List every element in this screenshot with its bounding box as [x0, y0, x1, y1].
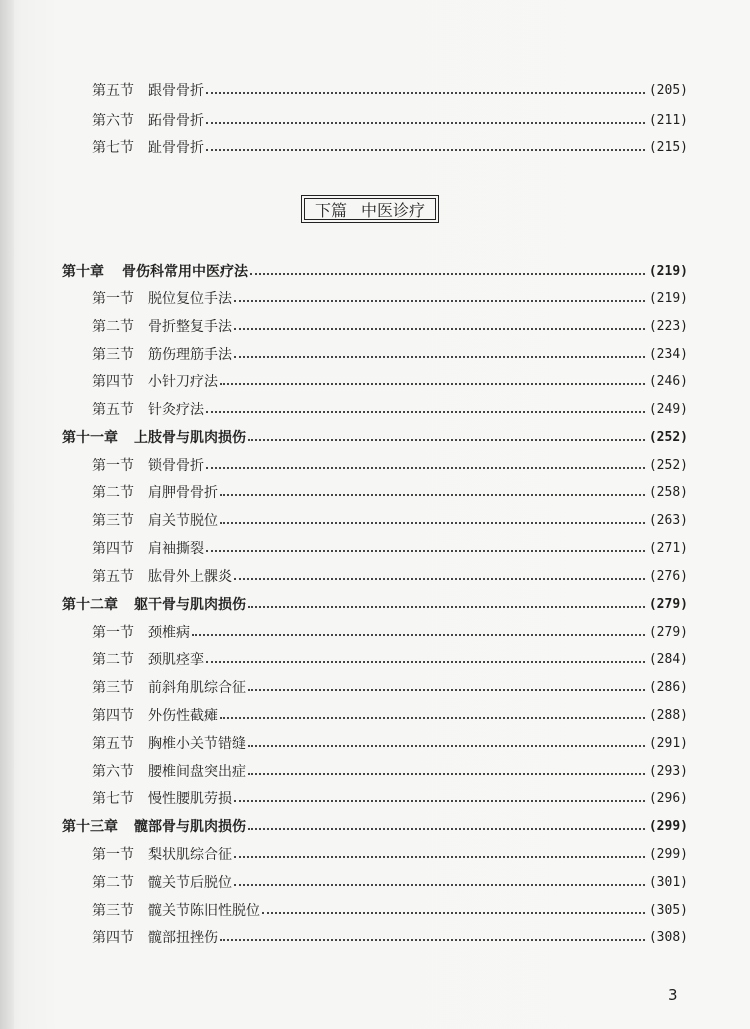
- toc-dot-leader: [206, 92, 645, 94]
- toc-entry-page: (252): [648, 429, 688, 445]
- toc-entry-page: (234): [648, 346, 688, 362]
- toc-entry-label: 第二节: [92, 485, 134, 501]
- toc-section-row: [0, 841, 750, 867]
- toc-entry-label: 第六节: [92, 113, 134, 129]
- toc-entry-title: 肩胛骨骨折: [148, 485, 218, 501]
- toc-dot-leader: [220, 717, 645, 719]
- part-heading-box: [301, 195, 439, 223]
- toc-entry-title: 趾骨骨折: [148, 140, 204, 156]
- toc-entry-title: 跟骨骨折: [148, 83, 204, 99]
- toc-entry-title: 髋部扭挫伤: [148, 930, 218, 946]
- toc-dot-leader: [248, 773, 645, 775]
- toc-entry-label: 第十三章: [62, 819, 118, 835]
- toc-dot-leader: [250, 273, 645, 275]
- toc-entry-title: 腰椎间盘突出症: [148, 764, 246, 780]
- toc-entry-label: 第二节: [92, 652, 134, 668]
- toc-section-row: [0, 313, 750, 339]
- toc-dot-leader: [262, 912, 645, 914]
- toc-dot-leader: [234, 578, 645, 580]
- toc-dot-leader: [220, 939, 645, 941]
- toc-entry-label: 第一节: [92, 625, 134, 641]
- toc-entry-title: 肩袖撕裂: [148, 541, 204, 557]
- toc-entry-page: (291): [648, 735, 688, 751]
- toc-entry-page: (263): [648, 512, 688, 528]
- toc-section-row: [0, 368, 750, 394]
- toc-dot-leader: [206, 467, 645, 469]
- toc-section-row: [0, 646, 750, 672]
- toc-entry-page: (246): [648, 373, 688, 389]
- toc-dot-leader: [192, 634, 645, 636]
- toc-entry-label: 第二节: [92, 875, 134, 891]
- toc-entry-page: (286): [648, 679, 688, 695]
- toc-entry-title: 髋关节陈旧性脱位: [148, 903, 260, 919]
- toc-entry-page: (296): [648, 790, 688, 806]
- toc-entry-page: (219): [648, 290, 688, 306]
- toc-entry-page: (205): [648, 82, 688, 98]
- toc-entry-title: 外伤性截瘫: [148, 708, 218, 724]
- toc-entry-title: 针灸疗法: [148, 402, 204, 418]
- toc-entry-page: (279): [648, 624, 688, 640]
- toc-entry-page: (279): [648, 596, 688, 612]
- toc-section-row: [0, 563, 750, 589]
- toc-chapter-row: [0, 258, 750, 284]
- toc-entry-label: 第五节: [92, 569, 134, 585]
- toc-entry-title: 前斜角肌综合征: [148, 680, 246, 696]
- toc-section-row: [0, 134, 750, 160]
- toc-entry-title: 躯干骨与肌肉损伤: [134, 597, 246, 613]
- toc-dot-leader: [248, 439, 645, 441]
- toc-section-row: [0, 674, 750, 700]
- toc-dot-leader: [206, 550, 645, 552]
- toc-entry-page: (301): [648, 874, 688, 890]
- part-heading-label: 下篇: [314, 200, 347, 220]
- toc-entry-label: 第六节: [92, 764, 134, 780]
- toc-entry-label: 第一节: [92, 291, 134, 307]
- toc-entry-title: 颈椎病: [148, 625, 190, 641]
- toc-section-row: [0, 107, 750, 133]
- toc-entry-title: 脱位复位手法: [148, 291, 232, 307]
- toc-entry-page: (305): [648, 902, 688, 918]
- toc-entry-page: (271): [648, 540, 688, 556]
- toc-entry-label: 第七节: [92, 140, 134, 156]
- page-number: 3: [668, 986, 678, 1004]
- toc-section-row: [0, 869, 750, 895]
- toc-entry-title: 骨伤科常用中医疗法: [122, 264, 248, 280]
- toc-dot-leader: [248, 745, 645, 747]
- toc-chapter-row: [0, 424, 750, 450]
- part-heading-title: 中医诊疗: [361, 200, 426, 220]
- toc-entry-page: (223): [648, 318, 688, 334]
- toc-entry-label: 第五节: [92, 83, 134, 99]
- toc-section-row: [0, 897, 750, 923]
- toc-section-row: [0, 702, 750, 728]
- toc-entry-page: (211): [648, 112, 688, 128]
- toc-entry-label: 第十一章: [62, 430, 118, 446]
- toc-entry-label: 第一节: [92, 458, 134, 474]
- toc-entry-page: (215): [648, 139, 688, 155]
- toc-entry-title: 筋伤理筋手法: [148, 347, 232, 363]
- toc-entry-page: (258): [648, 484, 688, 500]
- toc-dot-leader: [220, 522, 645, 524]
- toc-section-row: [0, 396, 750, 422]
- toc-entry-title: 锁骨骨折: [148, 458, 204, 474]
- toc-dot-leader: [234, 328, 645, 330]
- toc-chapter-row: [0, 591, 750, 617]
- toc-entry-label: 第五节: [92, 736, 134, 752]
- toc-entry-label: 第四节: [92, 374, 134, 390]
- toc-section-row: [0, 619, 750, 645]
- toc-dot-leader: [234, 300, 645, 302]
- toc-section-row: [0, 758, 750, 784]
- toc-entry-label: 第五节: [92, 402, 134, 418]
- toc-entry-label: 第十二章: [62, 597, 118, 613]
- toc-entry-label: 第七节: [92, 791, 134, 807]
- toc-entry-label: 第四节: [92, 541, 134, 557]
- toc-dot-leader: [206, 149, 645, 151]
- toc-entry-title: 梨状肌综合征: [148, 847, 232, 863]
- toc-entry-page: (284): [648, 651, 688, 667]
- toc-section-row: [0, 285, 750, 311]
- toc-entry-label: 第三节: [92, 680, 134, 696]
- toc-section-row: [0, 507, 750, 533]
- toc-dot-leader: [248, 689, 645, 691]
- toc-entry-title: 肱骨外上髁炎: [148, 569, 232, 585]
- toc-dot-leader: [206, 411, 645, 413]
- toc-dot-leader: [248, 606, 645, 608]
- toc-dot-leader: [234, 356, 645, 358]
- toc-section-row: [0, 452, 750, 478]
- toc-entry-title: 跖骨骨折: [148, 113, 204, 129]
- toc-entry-label: 第四节: [92, 930, 134, 946]
- toc-entry-page: (288): [648, 707, 688, 723]
- toc-dot-leader: [206, 661, 645, 663]
- toc-dot-leader: [220, 383, 645, 385]
- toc-section-row: [0, 730, 750, 756]
- toc-entry-page: (252): [648, 457, 688, 473]
- toc-section-row: [0, 77, 750, 103]
- toc-dot-leader: [248, 828, 645, 830]
- toc-dot-leader: [234, 856, 645, 858]
- toc-entry-label: 第二节: [92, 319, 134, 335]
- toc-entry-label: 第十章: [62, 264, 104, 280]
- toc-entry-label: 第三节: [92, 347, 134, 363]
- toc-entry-label: 第三节: [92, 903, 134, 919]
- toc-entry-title: 颈肌痉挛: [148, 652, 204, 668]
- toc-entry-title: 胸椎小关节错缝: [148, 736, 246, 752]
- toc-entry-title: 骨折整复手法: [148, 319, 232, 335]
- toc-entry-label: 第三节: [92, 513, 134, 529]
- toc-section-row: [0, 479, 750, 505]
- toc-dot-leader: [234, 884, 645, 886]
- toc-entry-page: (299): [648, 818, 688, 834]
- toc-dot-leader: [234, 800, 645, 802]
- toc-dot-leader: [206, 122, 645, 124]
- toc-section-row: [0, 535, 750, 561]
- toc-section-row: [0, 924, 750, 950]
- toc-entry-page: (276): [648, 568, 688, 584]
- toc-entry-title: 髋部骨与肌肉损伤: [134, 819, 246, 835]
- toc-entry-title: 小针刀疗法: [148, 374, 218, 390]
- toc-entry-title: 慢性腰肌劳损: [148, 791, 232, 807]
- toc-chapter-row: [0, 813, 750, 839]
- toc-entry-page: (219): [648, 263, 688, 279]
- toc-entry-title: 上肢骨与肌肉损伤: [134, 430, 246, 446]
- toc-entry-title: 肩关节脱位: [148, 513, 218, 529]
- toc-entry-page: (293): [648, 763, 688, 779]
- toc-entry-page: (249): [648, 401, 688, 417]
- toc-entry-label: 第四节: [92, 708, 134, 724]
- toc-dot-leader: [220, 494, 645, 496]
- toc-section-row: [0, 785, 750, 811]
- toc-entry-label: 第一节: [92, 847, 134, 863]
- toc-entry-page: (299): [648, 846, 688, 862]
- toc-entry-title: 髋关节后脱位: [148, 875, 232, 891]
- toc-section-row: [0, 341, 750, 367]
- toc-entry-page: (308): [648, 929, 688, 945]
